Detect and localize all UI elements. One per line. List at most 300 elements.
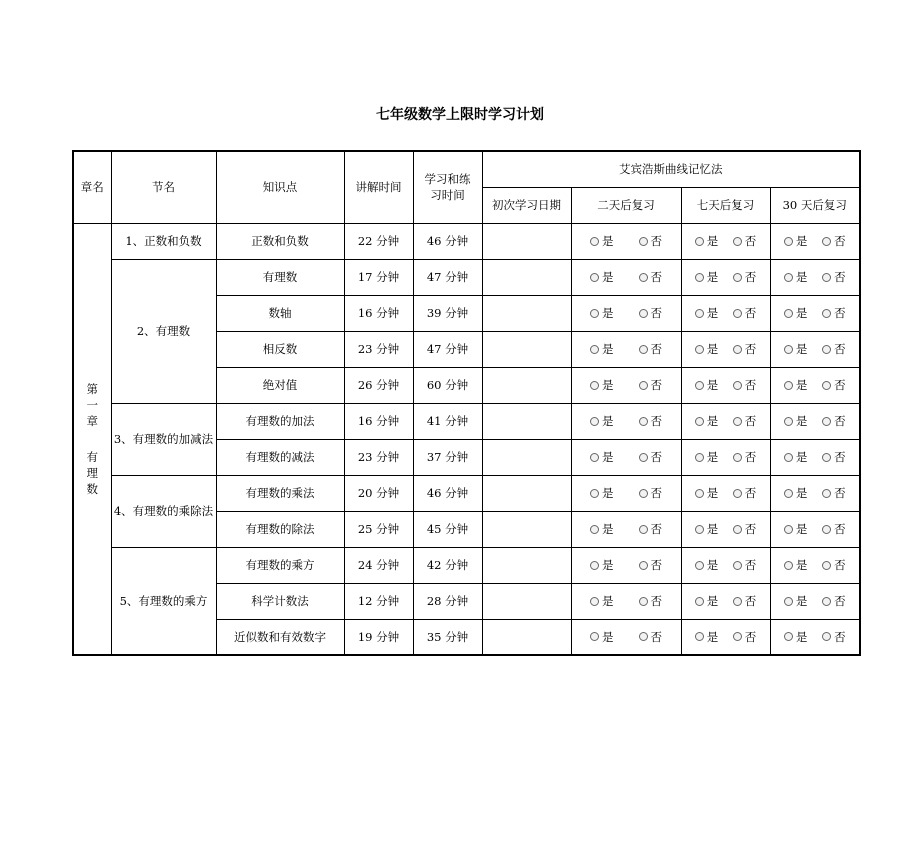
review-7-days-radio-group bbox=[682, 377, 770, 393]
radio-yes[interactable] bbox=[695, 341, 719, 357]
radio-yes[interactable] bbox=[695, 557, 719, 573]
radio-yes[interactable] bbox=[784, 593, 808, 609]
radio-yes[interactable] bbox=[590, 305, 614, 321]
review-2-days-cell bbox=[571, 223, 681, 259]
radio-circle-icon[interactable] bbox=[695, 381, 704, 390]
radio-circle-icon[interactable] bbox=[639, 632, 648, 641]
section-name: 1、正数和负数 bbox=[111, 223, 216, 259]
radio-no[interactable] bbox=[639, 449, 663, 465]
radio-label: 否 bbox=[650, 558, 662, 572]
radio-circle-icon[interactable] bbox=[695, 632, 704, 641]
radio-circle-icon[interactable] bbox=[590, 345, 599, 354]
radio-label: 是 bbox=[795, 486, 808, 500]
radio-label: 否 bbox=[744, 270, 757, 284]
radio-circle-icon[interactable] bbox=[590, 525, 599, 534]
radio-no[interactable] bbox=[822, 557, 846, 573]
radio-circle-icon[interactable] bbox=[784, 489, 793, 498]
review-7-days-radio-group bbox=[682, 557, 770, 573]
first-study-date-cell[interactable] bbox=[482, 259, 571, 295]
review-7-days-cell bbox=[681, 367, 770, 403]
first-study-date-cell[interactable] bbox=[482, 583, 571, 619]
radio-circle-icon[interactable] bbox=[822, 345, 831, 354]
radio-circle-icon[interactable] bbox=[822, 632, 831, 641]
radio-no[interactable] bbox=[733, 341, 757, 357]
practice-time: 35 分钟 bbox=[413, 619, 482, 655]
review-2-days-radio-group bbox=[572, 269, 681, 285]
review-30-days-radio-group bbox=[771, 629, 860, 645]
radio-circle-icon[interactable] bbox=[822, 309, 831, 318]
radio-yes[interactable] bbox=[784, 377, 808, 393]
radio-circle-icon[interactable] bbox=[639, 309, 648, 318]
radio-circle-icon[interactable] bbox=[590, 417, 599, 426]
radio-no[interactable] bbox=[733, 557, 757, 573]
radio-label: 否 bbox=[744, 342, 757, 356]
radio-label: 否 bbox=[650, 594, 662, 608]
review-7-days-radio-group bbox=[682, 593, 770, 609]
table-row bbox=[73, 475, 860, 511]
review-7-days-radio-group bbox=[682, 485, 770, 501]
lecture-time: 25 分钟 bbox=[344, 511, 413, 547]
radio-circle-icon[interactable] bbox=[590, 453, 599, 462]
header-section: 节名 bbox=[111, 151, 216, 223]
radio-circle-icon[interactable] bbox=[590, 489, 599, 498]
radio-no[interactable] bbox=[822, 233, 846, 249]
radio-circle-icon[interactable] bbox=[695, 489, 704, 498]
review-2-days-radio-group bbox=[572, 233, 681, 249]
radio-circle-icon[interactable] bbox=[639, 525, 648, 534]
radio-circle-icon[interactable] bbox=[784, 417, 793, 426]
review-30-days-cell bbox=[770, 475, 860, 511]
review-2-days-cell bbox=[571, 475, 681, 511]
radio-no[interactable] bbox=[733, 269, 757, 285]
review-7-days-cell bbox=[681, 259, 770, 295]
review-2-days-cell bbox=[571, 619, 681, 655]
lecture-time: 20 分钟 bbox=[344, 475, 413, 511]
radio-yes[interactable] bbox=[695, 593, 719, 609]
radio-label: 否 bbox=[650, 522, 662, 536]
review-2-days-cell bbox=[571, 259, 681, 295]
review-30-days-radio-group bbox=[771, 377, 860, 393]
page-title: 七年级数学上限时学习计划 bbox=[376, 107, 544, 123]
radio-no[interactable] bbox=[822, 521, 846, 537]
radio-yes[interactable] bbox=[784, 233, 808, 249]
review-30-days-cell bbox=[770, 331, 860, 367]
radio-yes[interactable] bbox=[695, 521, 719, 537]
review-2-days-cell bbox=[571, 439, 681, 475]
radio-label: 否 bbox=[834, 270, 846, 284]
radio-label: 否 bbox=[650, 629, 662, 644]
radio-label: 是 bbox=[795, 234, 808, 248]
radio-circle-icon[interactable] bbox=[784, 525, 793, 534]
radio-label: 是 bbox=[602, 378, 614, 392]
chapter-char: 有 bbox=[86, 449, 98, 464]
radio-label: 否 bbox=[834, 558, 846, 572]
radio-circle-icon[interactable] bbox=[733, 561, 742, 570]
radio-no[interactable] bbox=[822, 629, 846, 645]
radio-label: 是 bbox=[795, 450, 808, 464]
section-name: 5、有理数的乘方 bbox=[111, 547, 216, 655]
first-study-date-cell[interactable] bbox=[482, 223, 571, 259]
lecture-time: 26 分钟 bbox=[344, 367, 413, 403]
radio-no[interactable] bbox=[733, 629, 757, 645]
radio-label: 是 bbox=[706, 270, 719, 284]
radio-no[interactable] bbox=[733, 521, 757, 537]
header-knowledge-point: 知识点 bbox=[216, 151, 344, 223]
lecture-time: 17 分钟 bbox=[344, 259, 413, 295]
radio-label: 否 bbox=[744, 450, 757, 464]
review-7-days-cell bbox=[681, 403, 770, 439]
radio-label: 是 bbox=[795, 522, 808, 536]
radio-circle-icon[interactable] bbox=[590, 561, 599, 570]
radio-circle-icon[interactable] bbox=[784, 309, 793, 318]
radio-label: 是 bbox=[706, 450, 719, 464]
chapter-char: 数 bbox=[86, 481, 98, 496]
review-7-days-radio-group bbox=[682, 521, 770, 537]
first-study-date-cell[interactable] bbox=[482, 403, 571, 439]
radio-circle-icon[interactable] bbox=[733, 632, 742, 641]
radio-label: 是 bbox=[602, 270, 614, 284]
radio-label: 否 bbox=[650, 414, 662, 428]
radio-label: 否 bbox=[744, 486, 757, 500]
radio-circle-icon[interactable] bbox=[733, 453, 742, 462]
radio-label: 否 bbox=[834, 234, 846, 248]
radio-label: 是 bbox=[602, 486, 614, 500]
radio-yes[interactable] bbox=[784, 341, 808, 357]
table-row bbox=[73, 547, 860, 583]
header-review-7-days: 七天后复习 bbox=[681, 187, 770, 223]
knowledge-point: 正数和负数 bbox=[216, 223, 344, 259]
radio-no[interactable] bbox=[733, 449, 757, 465]
review-2-days-cell bbox=[571, 367, 681, 403]
review-30-days-radio-group bbox=[771, 305, 860, 321]
radio-no[interactable] bbox=[822, 593, 846, 609]
radio-no[interactable] bbox=[733, 593, 757, 609]
radio-label: 是 bbox=[706, 414, 719, 428]
radio-label: 是 bbox=[795, 378, 808, 392]
review-2-days-cell bbox=[571, 547, 681, 583]
radio-circle-icon[interactable] bbox=[695, 525, 704, 534]
radio-label: 否 bbox=[834, 414, 846, 428]
radio-circle-icon[interactable] bbox=[822, 273, 831, 282]
radio-circle-icon[interactable] bbox=[590, 237, 599, 246]
first-study-date-cell[interactable] bbox=[482, 619, 571, 655]
radio-circle-icon[interactable] bbox=[590, 632, 599, 641]
radio-yes[interactable] bbox=[784, 449, 808, 465]
radio-label: 否 bbox=[744, 629, 757, 644]
radio-yes[interactable] bbox=[590, 485, 614, 501]
radio-no[interactable] bbox=[639, 377, 663, 393]
radio-label: 是 bbox=[602, 234, 614, 248]
radio-label: 是 bbox=[706, 378, 719, 392]
review-7-days-cell bbox=[681, 583, 770, 619]
radio-label: 否 bbox=[834, 629, 846, 644]
radio-label: 是 bbox=[602, 306, 614, 320]
radio-circle-icon[interactable] bbox=[695, 561, 704, 570]
radio-label: 否 bbox=[834, 522, 846, 536]
review-7-days-cell bbox=[681, 331, 770, 367]
radio-yes[interactable] bbox=[590, 629, 614, 645]
radio-circle-icon[interactable] bbox=[590, 273, 599, 282]
table-row bbox=[73, 223, 860, 259]
radio-label: 否 bbox=[834, 306, 846, 320]
radio-circle-icon[interactable] bbox=[733, 309, 742, 318]
radio-no[interactable] bbox=[822, 485, 846, 501]
radio-circle-icon[interactable] bbox=[733, 273, 742, 282]
practice-time: 37 分钟 bbox=[413, 439, 482, 475]
practice-time: 46 分钟 bbox=[413, 475, 482, 511]
review-30-days-radio-group bbox=[771, 557, 860, 573]
radio-circle-icon[interactable] bbox=[733, 489, 742, 498]
radio-circle-icon[interactable] bbox=[784, 453, 793, 462]
review-7-days-radio-group bbox=[682, 413, 770, 429]
review-30-days-radio-group bbox=[771, 593, 860, 609]
radio-circle-icon[interactable] bbox=[639, 237, 648, 246]
radio-circle-icon[interactable] bbox=[784, 597, 793, 606]
radio-circle-icon[interactable] bbox=[822, 237, 831, 246]
review-30-days-cell bbox=[770, 403, 860, 439]
radio-no[interactable] bbox=[639, 413, 663, 429]
radio-label: 是 bbox=[706, 342, 719, 356]
radio-no[interactable] bbox=[639, 521, 663, 537]
radio-no[interactable] bbox=[733, 413, 757, 429]
radio-label: 否 bbox=[744, 378, 757, 392]
review-2-days-radio-group bbox=[572, 629, 681, 645]
first-study-date-cell[interactable] bbox=[482, 511, 571, 547]
practice-time: 28 分钟 bbox=[413, 583, 482, 619]
radio-circle-icon[interactable] bbox=[733, 345, 742, 354]
header-first-study-date: 初次学习日期 bbox=[482, 187, 571, 223]
radio-circle-icon[interactable] bbox=[695, 597, 704, 606]
radio-circle-icon[interactable] bbox=[822, 597, 831, 606]
plan-body bbox=[73, 223, 860, 655]
radio-circle-icon[interactable] bbox=[590, 381, 599, 390]
radio-yes[interactable] bbox=[784, 521, 808, 537]
radio-label: 是 bbox=[706, 558, 719, 572]
chapter-char: 第 bbox=[86, 381, 98, 396]
radio-no[interactable] bbox=[639, 269, 663, 285]
review-2-days-cell bbox=[571, 331, 681, 367]
practice-time: 47 分钟 bbox=[413, 259, 482, 295]
radio-circle-icon[interactable] bbox=[639, 453, 648, 462]
radio-circle-icon[interactable] bbox=[733, 381, 742, 390]
practice-time: 42 分钟 bbox=[413, 547, 482, 583]
radio-yes[interactable] bbox=[590, 269, 614, 285]
review-7-days-cell bbox=[681, 547, 770, 583]
radio-circle-icon[interactable] bbox=[639, 345, 648, 354]
chapter-name bbox=[73, 223, 111, 655]
radio-yes[interactable] bbox=[695, 305, 719, 321]
chapter-char: 理 bbox=[86, 465, 98, 480]
radio-circle-icon[interactable] bbox=[695, 237, 704, 246]
radio-label: 是 bbox=[602, 558, 614, 572]
knowledge-point: 科学计数法 bbox=[216, 583, 344, 619]
review-2-days-radio-group bbox=[572, 413, 681, 429]
radio-yes[interactable] bbox=[784, 305, 808, 321]
practice-time: 46 分钟 bbox=[413, 223, 482, 259]
radio-circle-icon[interactable] bbox=[733, 525, 742, 534]
radio-no[interactable] bbox=[639, 629, 663, 645]
radio-no[interactable] bbox=[822, 341, 846, 357]
radio-circle-icon[interactable] bbox=[639, 597, 648, 606]
practice-time: 45 分钟 bbox=[413, 511, 482, 547]
radio-circle-icon[interactable] bbox=[822, 561, 831, 570]
radio-label: 是 bbox=[602, 629, 614, 644]
radio-no[interactable] bbox=[639, 485, 663, 501]
review-7-days-radio-group bbox=[682, 341, 770, 357]
radio-circle-icon[interactable] bbox=[695, 273, 704, 282]
radio-no[interactable] bbox=[733, 305, 757, 321]
radio-no[interactable] bbox=[639, 233, 663, 249]
radio-label: 否 bbox=[744, 558, 757, 572]
radio-circle-icon[interactable] bbox=[784, 561, 793, 570]
radio-label: 是 bbox=[795, 270, 808, 284]
review-30-days-cell bbox=[770, 367, 860, 403]
radio-no[interactable] bbox=[639, 593, 663, 609]
radio-label: 是 bbox=[795, 558, 808, 572]
radio-circle-icon[interactable] bbox=[639, 273, 648, 282]
radio-yes[interactable] bbox=[695, 269, 719, 285]
radio-circle-icon[interactable] bbox=[639, 561, 648, 570]
chapter-char: 章 bbox=[86, 413, 98, 428]
radio-label: 否 bbox=[744, 522, 757, 536]
radio-yes[interactable] bbox=[784, 629, 808, 645]
radio-label: 是 bbox=[602, 342, 614, 356]
radio-yes[interactable] bbox=[695, 449, 719, 465]
radio-no[interactable] bbox=[822, 377, 846, 393]
radio-circle-icon[interactable] bbox=[695, 345, 704, 354]
radio-label: 否 bbox=[834, 450, 846, 464]
radio-circle-icon[interactable] bbox=[639, 381, 648, 390]
practice-time: 47 分钟 bbox=[413, 331, 482, 367]
review-2-days-radio-group bbox=[572, 485, 681, 501]
first-study-date-cell[interactable] bbox=[482, 439, 571, 475]
review-2-days-radio-group bbox=[572, 593, 681, 609]
review-30-days-radio-group bbox=[771, 485, 860, 501]
radio-yes[interactable] bbox=[784, 269, 808, 285]
radio-no[interactable] bbox=[733, 377, 757, 393]
radio-label: 否 bbox=[650, 486, 662, 500]
knowledge-point: 有理数的减法 bbox=[216, 439, 344, 475]
radio-no[interactable] bbox=[822, 449, 846, 465]
radio-circle-icon[interactable] bbox=[784, 273, 793, 282]
radio-yes[interactable] bbox=[695, 377, 719, 393]
review-7-days-cell bbox=[681, 475, 770, 511]
radio-yes[interactable] bbox=[590, 593, 614, 609]
radio-label: 否 bbox=[650, 450, 662, 464]
knowledge-point: 绝对值 bbox=[216, 367, 344, 403]
review-7-days-cell bbox=[681, 511, 770, 547]
knowledge-point: 数轴 bbox=[216, 295, 344, 331]
table-row bbox=[73, 259, 860, 295]
radio-yes[interactable] bbox=[590, 233, 614, 249]
radio-yes[interactable] bbox=[590, 413, 614, 429]
radio-label: 是 bbox=[706, 306, 719, 320]
first-study-date-cell[interactable] bbox=[482, 547, 571, 583]
first-study-date-cell[interactable] bbox=[482, 475, 571, 511]
radio-label: 否 bbox=[650, 306, 662, 320]
radio-yes[interactable] bbox=[590, 449, 614, 465]
knowledge-point: 有理数的除法 bbox=[216, 511, 344, 547]
radio-yes[interactable] bbox=[784, 485, 808, 501]
lecture-time: 19 分钟 bbox=[344, 619, 413, 655]
radio-circle-icon[interactable] bbox=[822, 489, 831, 498]
knowledge-point: 近似数和有效数字 bbox=[216, 619, 344, 655]
first-study-date-cell[interactable] bbox=[482, 367, 571, 403]
first-study-date-cell[interactable] bbox=[482, 295, 571, 331]
radio-label: 是 bbox=[706, 234, 719, 248]
radio-circle-icon[interactable] bbox=[822, 525, 831, 534]
radio-circle-icon[interactable] bbox=[695, 453, 704, 462]
radio-circle-icon[interactable] bbox=[822, 381, 831, 390]
review-30-days-cell bbox=[770, 259, 860, 295]
header-review-2-days: 二天后复习 bbox=[571, 187, 681, 223]
review-2-days-radio-group bbox=[572, 449, 681, 465]
radio-label: 是 bbox=[795, 414, 808, 428]
radio-circle-icon[interactable] bbox=[695, 309, 704, 318]
radio-yes[interactable] bbox=[590, 377, 614, 393]
radio-yes[interactable] bbox=[695, 629, 719, 645]
radio-circle-icon[interactable] bbox=[784, 381, 793, 390]
review-7-days-radio-group bbox=[682, 269, 770, 285]
radio-yes[interactable] bbox=[695, 413, 719, 429]
radio-no[interactable] bbox=[822, 413, 846, 429]
radio-circle-icon[interactable] bbox=[590, 597, 599, 606]
section-name: 2、有理数 bbox=[111, 259, 216, 403]
knowledge-point: 有理数的乘法 bbox=[216, 475, 344, 511]
radio-no[interactable] bbox=[733, 233, 757, 249]
radio-yes[interactable] bbox=[695, 485, 719, 501]
radio-circle-icon[interactable] bbox=[733, 237, 742, 246]
radio-circle-icon[interactable] bbox=[639, 417, 648, 426]
radio-label: 是 bbox=[602, 594, 614, 608]
radio-circle-icon[interactable] bbox=[784, 345, 793, 354]
radio-no[interactable] bbox=[639, 305, 663, 321]
radio-label: 是 bbox=[706, 486, 719, 500]
section-name: 4、有理数的乘除法 bbox=[111, 475, 216, 547]
radio-circle-icon[interactable] bbox=[733, 597, 742, 606]
review-7-days-radio-group bbox=[682, 449, 770, 465]
radio-yes[interactable] bbox=[784, 557, 808, 573]
radio-no[interactable] bbox=[639, 557, 663, 573]
radio-circle-icon[interactable] bbox=[695, 417, 704, 426]
radio-yes[interactable] bbox=[695, 233, 719, 249]
review-30-days-cell bbox=[770, 547, 860, 583]
radio-circle-icon[interactable] bbox=[784, 237, 793, 246]
radio-circle-icon[interactable] bbox=[590, 309, 599, 318]
radio-circle-icon[interactable] bbox=[784, 632, 793, 641]
radio-no[interactable] bbox=[822, 305, 846, 321]
radio-no[interactable] bbox=[733, 485, 757, 501]
radio-circle-icon[interactable] bbox=[733, 417, 742, 426]
radio-yes[interactable] bbox=[590, 557, 614, 573]
radio-yes[interactable] bbox=[784, 413, 808, 429]
review-7-days-radio-group bbox=[682, 629, 770, 645]
review-2-days-radio-group bbox=[572, 305, 681, 321]
review-2-days-radio-group bbox=[572, 341, 681, 357]
radio-circle-icon[interactable] bbox=[822, 453, 831, 462]
radio-circle-icon[interactable] bbox=[822, 417, 831, 426]
radio-no[interactable] bbox=[822, 269, 846, 285]
review-2-days-radio-group bbox=[572, 521, 681, 537]
radio-circle-icon[interactable] bbox=[639, 489, 648, 498]
review-7-days-cell bbox=[681, 439, 770, 475]
radio-no[interactable] bbox=[639, 341, 663, 357]
radio-yes[interactable] bbox=[590, 341, 614, 357]
radio-yes[interactable] bbox=[590, 521, 614, 537]
radio-label: 是 bbox=[795, 629, 808, 644]
radio-label: 否 bbox=[744, 594, 757, 608]
first-study-date-cell[interactable] bbox=[482, 331, 571, 367]
